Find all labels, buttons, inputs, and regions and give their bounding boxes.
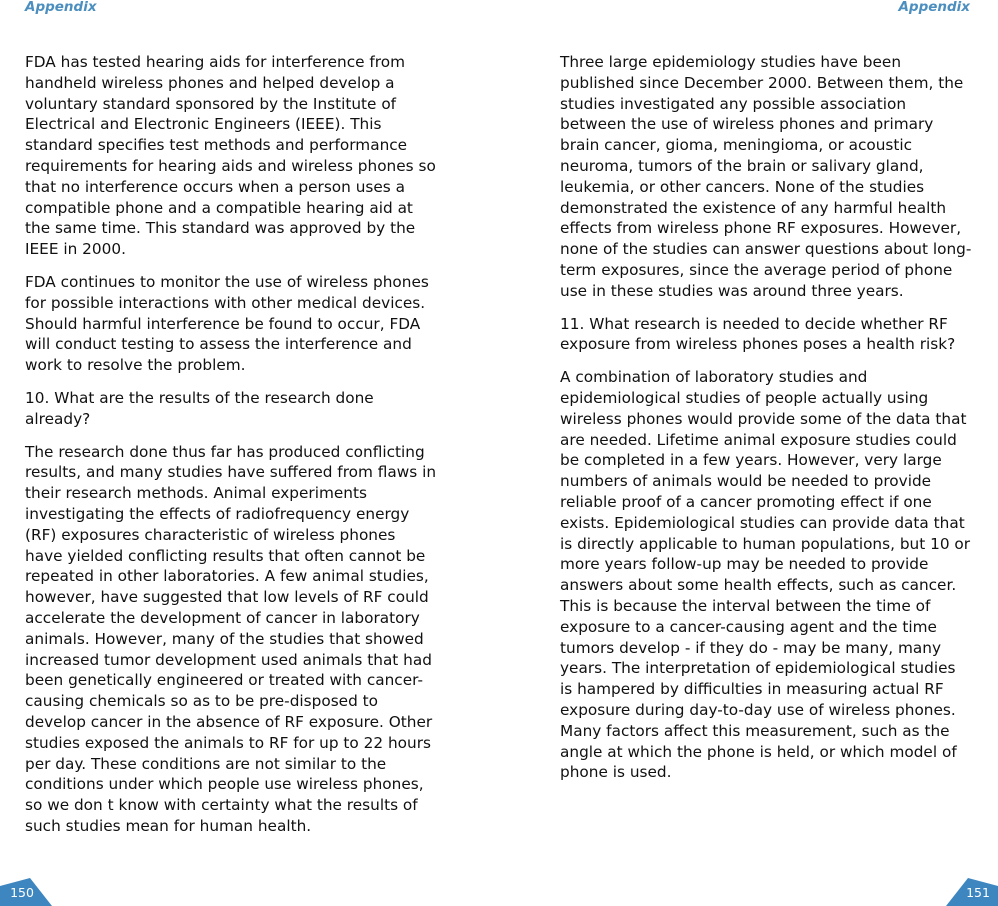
- paragraph-research-results: The research done thus far has produced conflicting results, and many studies have suffered from flaws in their research methods. Animal experiments investigating the effects of radiofrequency energy (RF) exposures characteristic of wireless phones have yielded conflicting results that often cannot be repeated in other laboratories. A few animal studies, however, have suggested that low levels of RF could accelerate the development of cancer in laboratory animals. However, many of the studies that showed increased tumor development used animals that had been genetically engineered or treated with cancer-causing chemicals so as to be pre-disposed to develop cancer in the absence of RF exposure. Other studies exposed the animals to RF for up to 22 hours per day. These conditions are not similar to the conditions under which people use wireless phones, so we don t know with certainty what the results of such studies mean for human health.: [25, 442, 437, 835]
- paragraph-epidemiology-studies: Three large epidemiology studies have been published since December 2000. Between them, the studies investigated any possible association between the use of wireless phones and primary brain cancer, gioma, meningioma, or acoustic neuroma, tumors of the brain or salivary gland, leukemia, or other cancers. None of the studies demonstrated the existence of any harmful health effects from wireless phone RF exposures. However, none of the studies can answer questions about long-term exposures, since the average period of phone use in these studies was around three years.: [560, 53, 972, 300]
- page-number-right: 151: [966, 885, 990, 900]
- paragraph-hearing-aid-testing: FDA has tested hearing aids for interference from handheld wireless phones and helped develop a voluntary standard sponsored by the Institute of Electrical and Electronic Engineers (IEEE). This standard specifies test methods and performance requirements for hearing aids and wireless phones so that no interference occurs when a person uses a compatible phone and a compatible hearing aid at the same time. This standard was approved by the IEEE in 2000.: [25, 53, 436, 259]
- right-page-header: Appendix: [898, 0, 970, 15]
- page-number-tab-right: [946, 878, 998, 906]
- page-number-left: 150: [10, 885, 34, 900]
- paragraph-research-needed: A combination of laboratory studies and epidemiological studies of people actually using wireless phones would provide some of the data that are needed. Lifetime animal exposure studies could be completed in a few years. However, very large numbers of animals would be needed to provide reliable proof of a cancer promoting effect if one exists. Epidemiological studies can provide data that is directly applicable to human populations, but 10 or more years follow-up may be needed to provide answers about some health effects, such as cancer. This is because the interval between the time of exposure to a cancer-causing agent and the time tumors develop - if they do - may be many, many years. The interpretation of epidemiological studies is hampered by difficulties in measuring actual RF exposure during day-to-day use of wireless phones. Many factors affect this measurement, such as the angle at which the phone is held, or which model of phone is used.: [560, 368, 971, 782]
- question-10-heading: 10. What are the results of the research done already?: [25, 388, 374, 428]
- left-page-body: [25, 52, 437, 849]
- paragraph-fda-monitoring: FDA continues to monitor the use of wireless phones for possible interactions with other medical devices. Should harmful interference be found to occur, FDA will conduct testing to assess the interference and work to resolve the problem.: [25, 272, 429, 375]
- page-number-tab-left: [0, 878, 52, 906]
- question-11-heading: 11. What research is needed to decide whether RF exposure from wireless phones poses a health risk?: [560, 314, 956, 354]
- left-page-header: Appendix: [25, 0, 97, 15]
- right-page-body: [560, 52, 972, 795]
